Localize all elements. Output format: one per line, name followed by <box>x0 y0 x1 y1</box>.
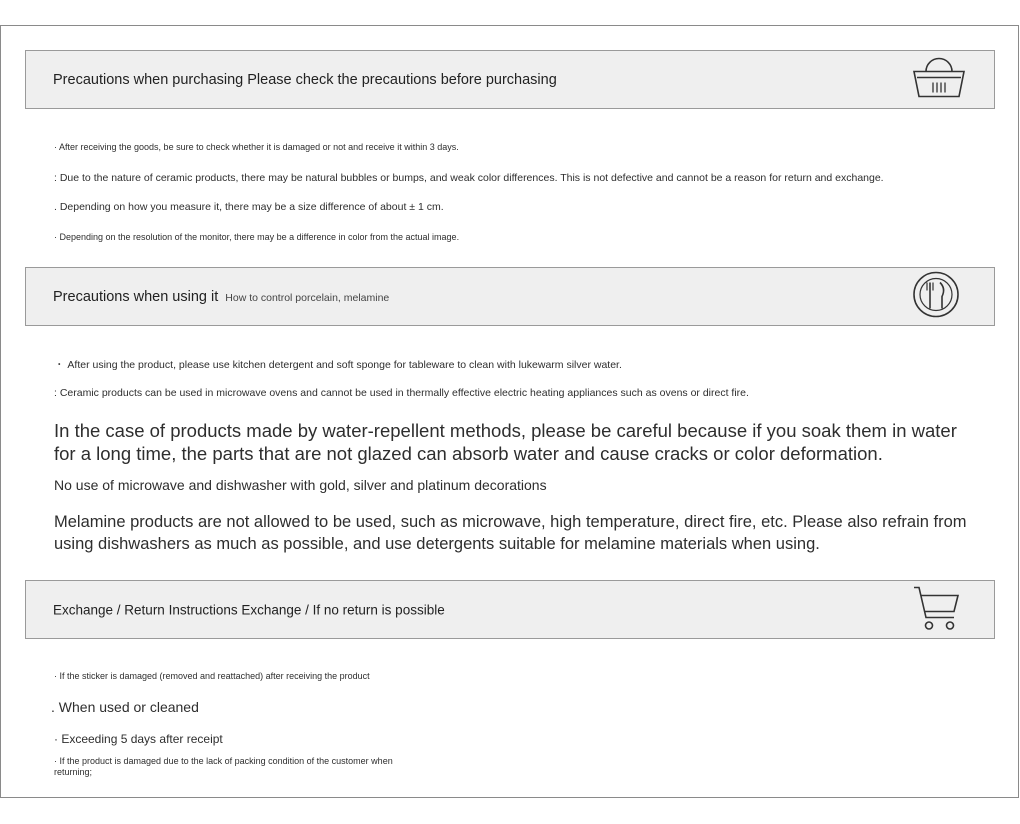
usage-item-3: In the case of products made by water-repellent methods, please be careful because if you soak them in water for a long time, the parts that are not glazed can absorb water and cause cracks or color deformation. <box>54 420 957 464</box>
shopping-cart-icon <box>912 583 960 636</box>
page-frame <box>0 25 1019 798</box>
usage-precautions-header <box>25 267 995 326</box>
purchase-precautions-title: Precautions when purchasing Please check the precautions before purchasing <box>53 71 557 88</box>
usage-item-5: Melamine products are not allowed to be used, such as microwave, high temperature, direct fire, etc. Please also refrain from using dishwashers as much as possible, and use detergents suitable for melamine materials when using. <box>54 513 967 553</box>
purchase-item-3: . Depending on how you measure it, there may be a size difference of about ± 1 cm. <box>54 201 444 213</box>
usage-subtitle: How to control porcelain, melamine <box>225 291 390 304</box>
exchange-return-header <box>25 580 995 639</box>
usage-precautions-title <box>53 289 389 305</box>
exchange-return-title: Exchange / Return Instructions Exchange / If no return is possible <box>53 602 445 617</box>
plate-utensils-icon <box>912 270 960 323</box>
usage-item-1: ・ After using the product, please use kitchen detergent and soft sponge for tableware to clean with lukewarm silver water. <box>54 359 622 371</box>
purchase-item-1: · After receiving the goods, be sure to check whether it is damaged or not and receive it within 3 days. <box>54 142 459 152</box>
basket-icon <box>912 55 966 104</box>
usage-title-text: Precautions when using it <box>53 288 219 305</box>
exchange-item-1: · If the sticker is damaged (removed and reattached) after receiving the product <box>54 671 370 681</box>
usage-item-2: : Ceramic products can be used in microwave ovens and cannot be used in thermally effective electric heating appliances such as ovens or direct fire. <box>54 387 749 399</box>
purchase-precautions-header <box>25 50 995 109</box>
exchange-item-4: · If the product is damaged due to the lack of packing condition of the customer when returning; <box>54 756 393 777</box>
exchange-item-3: · Exceeding 5 days after receipt <box>54 732 223 746</box>
exchange-item-2: . When used or cleaned <box>51 699 199 715</box>
purchase-item-4: · Depending on the resolution of the monitor, there may be a difference in color from the actual image. <box>54 232 460 242</box>
purchase-item-2: : Due to the nature of ceramic products, there may be natural bubbles or bumps, and weak color differences. This is not defective and cannot be a reason for return and exchange. <box>54 172 884 184</box>
usage-item-4: No use of microwave and dishwasher with gold, silver and platinum decorations <box>54 477 547 493</box>
